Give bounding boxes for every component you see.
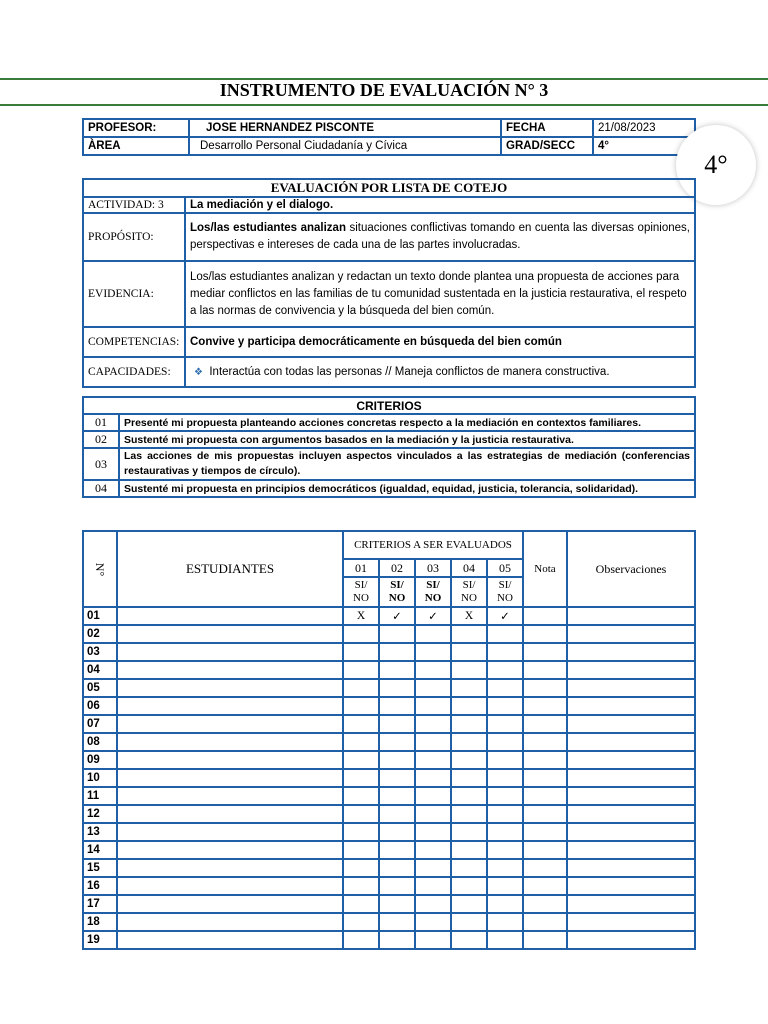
student-name-cell[interactable] [117, 895, 343, 913]
observaciones-cell[interactable] [567, 913, 695, 931]
table-row [83, 733, 695, 751]
criterio-cell[interactable] [451, 895, 487, 913]
criterio-cell[interactable] [379, 787, 415, 805]
criterio-cell[interactable] [415, 625, 451, 643]
criterio-col-num: 03 [415, 559, 451, 577]
criterio-cell[interactable] [343, 625, 379, 643]
student-name-cell[interactable] [117, 607, 343, 625]
observaciones-cell[interactable] [567, 661, 695, 679]
criterio-cell[interactable] [415, 661, 451, 679]
nota-cell[interactable] [523, 697, 567, 715]
lista-cotejo-table [82, 178, 696, 388]
nota-cell[interactable] [523, 877, 567, 895]
criterio-cell[interactable] [487, 877, 523, 895]
col-criterios-header: CRITERIOS A SER EVALUADOS [343, 531, 523, 559]
observaciones-cell[interactable] [567, 931, 695, 949]
table-row [83, 625, 695, 643]
criterio-cell[interactable] [343, 751, 379, 769]
criterio-cell[interactable] [343, 787, 379, 805]
criterio-cell[interactable] [415, 697, 451, 715]
student-name-cell[interactable] [117, 841, 343, 859]
observaciones-cell[interactable] [567, 787, 695, 805]
observaciones-cell[interactable] [567, 859, 695, 877]
student-name-cell[interactable] [117, 787, 343, 805]
nota-cell[interactable] [523, 625, 567, 643]
student-name-cell[interactable] [117, 751, 343, 769]
evidencia-value: Los/las estudiantes analizan y redactan un texto donde plantea una propuesta de acciones para mediar conflictos en las familias de tu comunidad sustentada en la justicia restaurativa, el respeto a las normas de convivencia y la búsqueda del bien común. [185, 261, 695, 327]
criterio-cell[interactable] [451, 769, 487, 787]
nota-cell[interactable] [523, 823, 567, 841]
si-no-label: SI/ NO [379, 577, 415, 607]
criterio-cell[interactable] [379, 895, 415, 913]
x-mark-icon[interactable]: X [451, 607, 487, 625]
nota-cell[interactable] [523, 859, 567, 877]
si-no-label: SI/ NO [487, 577, 523, 607]
criterio-cell[interactable] [451, 679, 487, 697]
col-nota-header: Nota [523, 531, 567, 607]
criterio-col-num: 01 [343, 559, 379, 577]
criterio-cell[interactable] [343, 769, 379, 787]
capacidades-cell [185, 357, 695, 387]
check-mark-icon[interactable]: ✓ [379, 607, 415, 625]
criterio-cell[interactable] [379, 877, 415, 895]
nota-cell[interactable] [523, 895, 567, 913]
row-number: 11 [83, 787, 117, 805]
check-mark-icon[interactable]: ✓ [487, 607, 523, 625]
observaciones-cell[interactable] [567, 769, 695, 787]
title-rule [0, 104, 768, 106]
criterio-cell[interactable] [343, 697, 379, 715]
criterio-cell[interactable] [379, 769, 415, 787]
criterio-cell[interactable] [487, 679, 523, 697]
row-number: 17 [83, 895, 117, 913]
criterio-cell[interactable] [343, 679, 379, 697]
criterio-cell[interactable] [343, 823, 379, 841]
criterio-cell[interactable] [379, 625, 415, 643]
criterio-cell[interactable] [451, 805, 487, 823]
student-name-cell[interactable] [117, 697, 343, 715]
col-obs-header: Observaciones [567, 531, 695, 607]
proposito-label: PROPÓSITO: [83, 213, 185, 261]
student-name-cell[interactable] [117, 715, 343, 733]
observaciones-cell[interactable] [567, 841, 695, 859]
area-label: ÀREA [83, 137, 189, 155]
row-number: 15 [83, 859, 117, 877]
criterio-cell[interactable] [451, 751, 487, 769]
criterio-text: Las acciones de mis propuestas incluyen aspectos vinculados a las estrategias de mediación (conferencias restaurativas y tiempos de círculo). [119, 448, 695, 480]
criterio-cell[interactable] [343, 859, 379, 877]
criterios-heading: CRITERIOS [83, 397, 695, 414]
criterio-cell[interactable] [451, 715, 487, 733]
observaciones-cell[interactable] [567, 877, 695, 895]
criterio-cell[interactable] [451, 877, 487, 895]
table-row [83, 697, 695, 715]
criterio-cell[interactable] [415, 931, 451, 949]
observaciones-cell[interactable] [567, 805, 695, 823]
criterio-cell[interactable] [379, 859, 415, 877]
criterio-cell[interactable] [415, 643, 451, 661]
criterio-cell[interactable] [379, 913, 415, 931]
criterio-cell[interactable] [343, 661, 379, 679]
criterio-cell[interactable] [415, 751, 451, 769]
criterio-cell[interactable] [343, 913, 379, 931]
observaciones-cell[interactable] [567, 625, 695, 643]
si-no-label: SI/ NO [343, 577, 379, 607]
criterio-cell[interactable] [379, 751, 415, 769]
criterio-cell[interactable] [451, 787, 487, 805]
criterio-cell[interactable] [451, 697, 487, 715]
criterio-cell[interactable] [487, 841, 523, 859]
criterio-cell[interactable] [415, 787, 451, 805]
competencias-label: COMPETENCIAS: [83, 327, 185, 357]
student-name-cell[interactable] [117, 769, 343, 787]
row-number: 14 [83, 841, 117, 859]
criterio-text: Presenté mi propuesta planteando acciones concretas respecto a la mediación en contextos familiares. [119, 414, 695, 431]
nota-cell[interactable] [523, 913, 567, 931]
criterio-cell[interactable] [487, 751, 523, 769]
table-row [83, 895, 695, 913]
table-row [83, 751, 695, 769]
profesor-value: JOSE HERNANDEZ PISCONTE [189, 119, 501, 137]
criterio-cell[interactable] [343, 877, 379, 895]
col-n-header [83, 531, 117, 607]
criterio-cell[interactable] [451, 841, 487, 859]
capacidades-label: CAPACIDADES: [83, 357, 185, 387]
evidencia-label: EVIDENCIA: [83, 261, 185, 327]
criterio-cell[interactable] [343, 841, 379, 859]
row-number: 18 [83, 913, 117, 931]
criterio-text: Sustenté mi propuesta en principios democráticos (igualdad, equidad, justicia, tolerancia, solidaridad). [119, 480, 695, 497]
table-row [83, 913, 695, 931]
student-name-cell[interactable] [117, 643, 343, 661]
criterio-cell[interactable] [415, 913, 451, 931]
criterio-cell[interactable] [487, 895, 523, 913]
criterio-cell[interactable] [415, 877, 451, 895]
student-name-cell[interactable] [117, 733, 343, 751]
observaciones-cell[interactable] [567, 679, 695, 697]
criterio-cell[interactable] [379, 733, 415, 751]
observaciones-cell[interactable] [567, 643, 695, 661]
row-number: 09 [83, 751, 117, 769]
criterio-cell[interactable] [343, 931, 379, 949]
nota-cell[interactable] [523, 751, 567, 769]
fecha-value: 21/08/2023 [593, 119, 695, 137]
criterio-cell[interactable] [487, 733, 523, 751]
criterio-cell[interactable] [451, 625, 487, 643]
table-row [83, 661, 695, 679]
criterio-num: 04 [83, 480, 119, 497]
criterio-cell[interactable] [415, 859, 451, 877]
criterio-cell[interactable] [415, 769, 451, 787]
row-number: 12 [83, 805, 117, 823]
criterio-cell[interactable] [415, 715, 451, 733]
grad-label: GRAD/SECC [501, 137, 593, 155]
nota-cell[interactable] [523, 787, 567, 805]
student-name-cell[interactable] [117, 877, 343, 895]
table-row [83, 823, 695, 841]
proposito-value [185, 213, 695, 261]
table-row [83, 607, 695, 625]
profesor-label: PROFESOR: [83, 119, 189, 137]
row-number: 16 [83, 877, 117, 895]
table-row [83, 841, 695, 859]
nota-cell[interactable] [523, 841, 567, 859]
row-number: 08 [83, 733, 117, 751]
criterio-cell[interactable] [379, 805, 415, 823]
observaciones-cell[interactable] [567, 607, 695, 625]
proposito-bold: Los/las estudiantes analizan [190, 222, 346, 234]
table-row [83, 679, 695, 697]
criterio-cell[interactable] [487, 715, 523, 733]
criterio-cell[interactable] [487, 913, 523, 931]
diamond-bullet-icon: ❖ [194, 367, 203, 378]
criterio-cell[interactable] [451, 913, 487, 931]
actividad-label: ACTIVIDAD: 3 [83, 197, 185, 213]
criterio-cell[interactable] [379, 841, 415, 859]
criterio-cell[interactable] [487, 805, 523, 823]
criterio-cell[interactable] [379, 823, 415, 841]
criterio-cell[interactable] [415, 733, 451, 751]
criterio-cell[interactable] [343, 805, 379, 823]
row-number: 13 [83, 823, 117, 841]
student-name-cell[interactable] [117, 679, 343, 697]
criterio-cell[interactable] [379, 697, 415, 715]
actividad-value: La mediación y el dialogo. [185, 197, 695, 213]
criterio-cell[interactable] [379, 643, 415, 661]
criterio-col-num: 04 [451, 559, 487, 577]
criterio-cell[interactable] [451, 823, 487, 841]
criterio-cell[interactable] [415, 823, 451, 841]
grade-badge: 4° [676, 125, 756, 205]
row-number: 19 [83, 931, 117, 949]
nota-cell[interactable] [523, 661, 567, 679]
criterio-cell[interactable] [451, 733, 487, 751]
observaciones-cell[interactable] [567, 697, 695, 715]
student-name-cell[interactable] [117, 859, 343, 877]
criterio-cell[interactable] [487, 661, 523, 679]
area-value: Desarrollo Personal Ciudadanía y Cívica [189, 137, 501, 155]
criterio-cell[interactable] [487, 643, 523, 661]
row-number: 10 [83, 769, 117, 787]
criterio-col-num: 05 [487, 559, 523, 577]
nota-cell[interactable] [523, 931, 567, 949]
row-number: 07 [83, 715, 117, 733]
criterio-cell[interactable] [379, 931, 415, 949]
criterio-cell[interactable] [379, 715, 415, 733]
student-name-cell[interactable] [117, 625, 343, 643]
criterio-cell[interactable] [343, 733, 379, 751]
check-mark-icon[interactable]: ✓ [415, 607, 451, 625]
criterio-cell[interactable] [379, 679, 415, 697]
capacidades-value: Interactúa con todas las personas // Maneja conflictos de manera constructiva. [209, 366, 610, 378]
lista-heading: EVALUACIÓN POR LISTA DE COTEJO [83, 179, 695, 197]
criterio-cell[interactable] [451, 931, 487, 949]
observaciones-cell[interactable] [567, 715, 695, 733]
nota-cell[interactable] [523, 607, 567, 625]
observaciones-cell[interactable] [567, 895, 695, 913]
nota-cell[interactable] [523, 769, 567, 787]
student-name-cell[interactable] [117, 931, 343, 949]
observaciones-cell[interactable] [567, 823, 695, 841]
criterio-num: 02 [83, 431, 119, 448]
col-n-label: N° [93, 562, 108, 576]
student-name-cell[interactable] [117, 805, 343, 823]
nota-cell[interactable] [523, 679, 567, 697]
criterio-cell[interactable] [415, 895, 451, 913]
criterio-cell[interactable] [415, 679, 451, 697]
criterio-text: Sustenté mi propuesta con argumentos basados en la mediación y la justicia restaurativa. [119, 431, 695, 448]
criterio-cell[interactable] [415, 841, 451, 859]
row-number: 04 [83, 661, 117, 679]
nota-cell[interactable] [523, 715, 567, 733]
row-number: 05 [83, 679, 117, 697]
row-number: 06 [83, 697, 117, 715]
nota-cell[interactable] [523, 643, 567, 661]
row-number: 02 [83, 625, 117, 643]
observaciones-cell[interactable] [567, 733, 695, 751]
students-table [82, 530, 696, 950]
criterio-cell[interactable] [487, 931, 523, 949]
si-no-label: SI/ NO [415, 577, 451, 607]
criterio-cell[interactable] [451, 859, 487, 877]
col-students-header: ESTUDIANTES [117, 531, 343, 607]
criterio-cell[interactable] [487, 823, 523, 841]
student-name-cell[interactable] [117, 913, 343, 931]
competencias-value: Convive y participa democráticamente en búsqueda del bien común [185, 327, 695, 357]
table-row [83, 859, 695, 877]
observaciones-cell[interactable] [567, 751, 695, 769]
table-row [83, 715, 695, 733]
row-number: 03 [83, 643, 117, 661]
criterio-cell[interactable] [343, 895, 379, 913]
student-rows [83, 607, 695, 949]
criterio-cell[interactable] [343, 643, 379, 661]
fecha-label: FECHA [501, 119, 593, 137]
criterio-num: 01 [83, 414, 119, 431]
student-name-cell[interactable] [117, 823, 343, 841]
criterio-col-num: 02 [379, 559, 415, 577]
nota-cell[interactable] [523, 805, 567, 823]
criterio-cell[interactable] [487, 697, 523, 715]
criterio-num: 03 [83, 448, 119, 480]
grad-value: 4° [593, 137, 695, 155]
table-row [83, 787, 695, 805]
criterio-cell[interactable] [415, 805, 451, 823]
student-name-cell[interactable] [117, 661, 343, 679]
table-row [83, 805, 695, 823]
criterio-cell[interactable] [487, 769, 523, 787]
row-number: 01 [83, 607, 117, 625]
criterio-cell[interactable] [379, 661, 415, 679]
nota-cell[interactable] [523, 733, 567, 751]
criterio-cell[interactable] [487, 859, 523, 877]
criterio-cell[interactable] [487, 625, 523, 643]
page-title: INSTRUMENTO DE EVALUACIÓN N° 3 [219, 80, 549, 100]
criterios-table [82, 396, 696, 498]
table-row [83, 643, 695, 661]
table-row [83, 769, 695, 787]
table-row [83, 931, 695, 949]
criterio-cell[interactable] [487, 787, 523, 805]
table-row [83, 877, 695, 895]
criterio-cell[interactable] [343, 715, 379, 733]
si-no-label: SI/ NO [451, 577, 487, 607]
criterio-cell[interactable] [451, 661, 487, 679]
criterio-cell[interactable] [451, 643, 487, 661]
x-mark-icon[interactable]: X [343, 607, 379, 625]
proposito-rest: situaciones conflictivas tomando en cuenta las diversas opiniones, perspectivas e intereses de cada una de las partes involucradas. [190, 222, 690, 251]
header-table [82, 118, 696, 156]
